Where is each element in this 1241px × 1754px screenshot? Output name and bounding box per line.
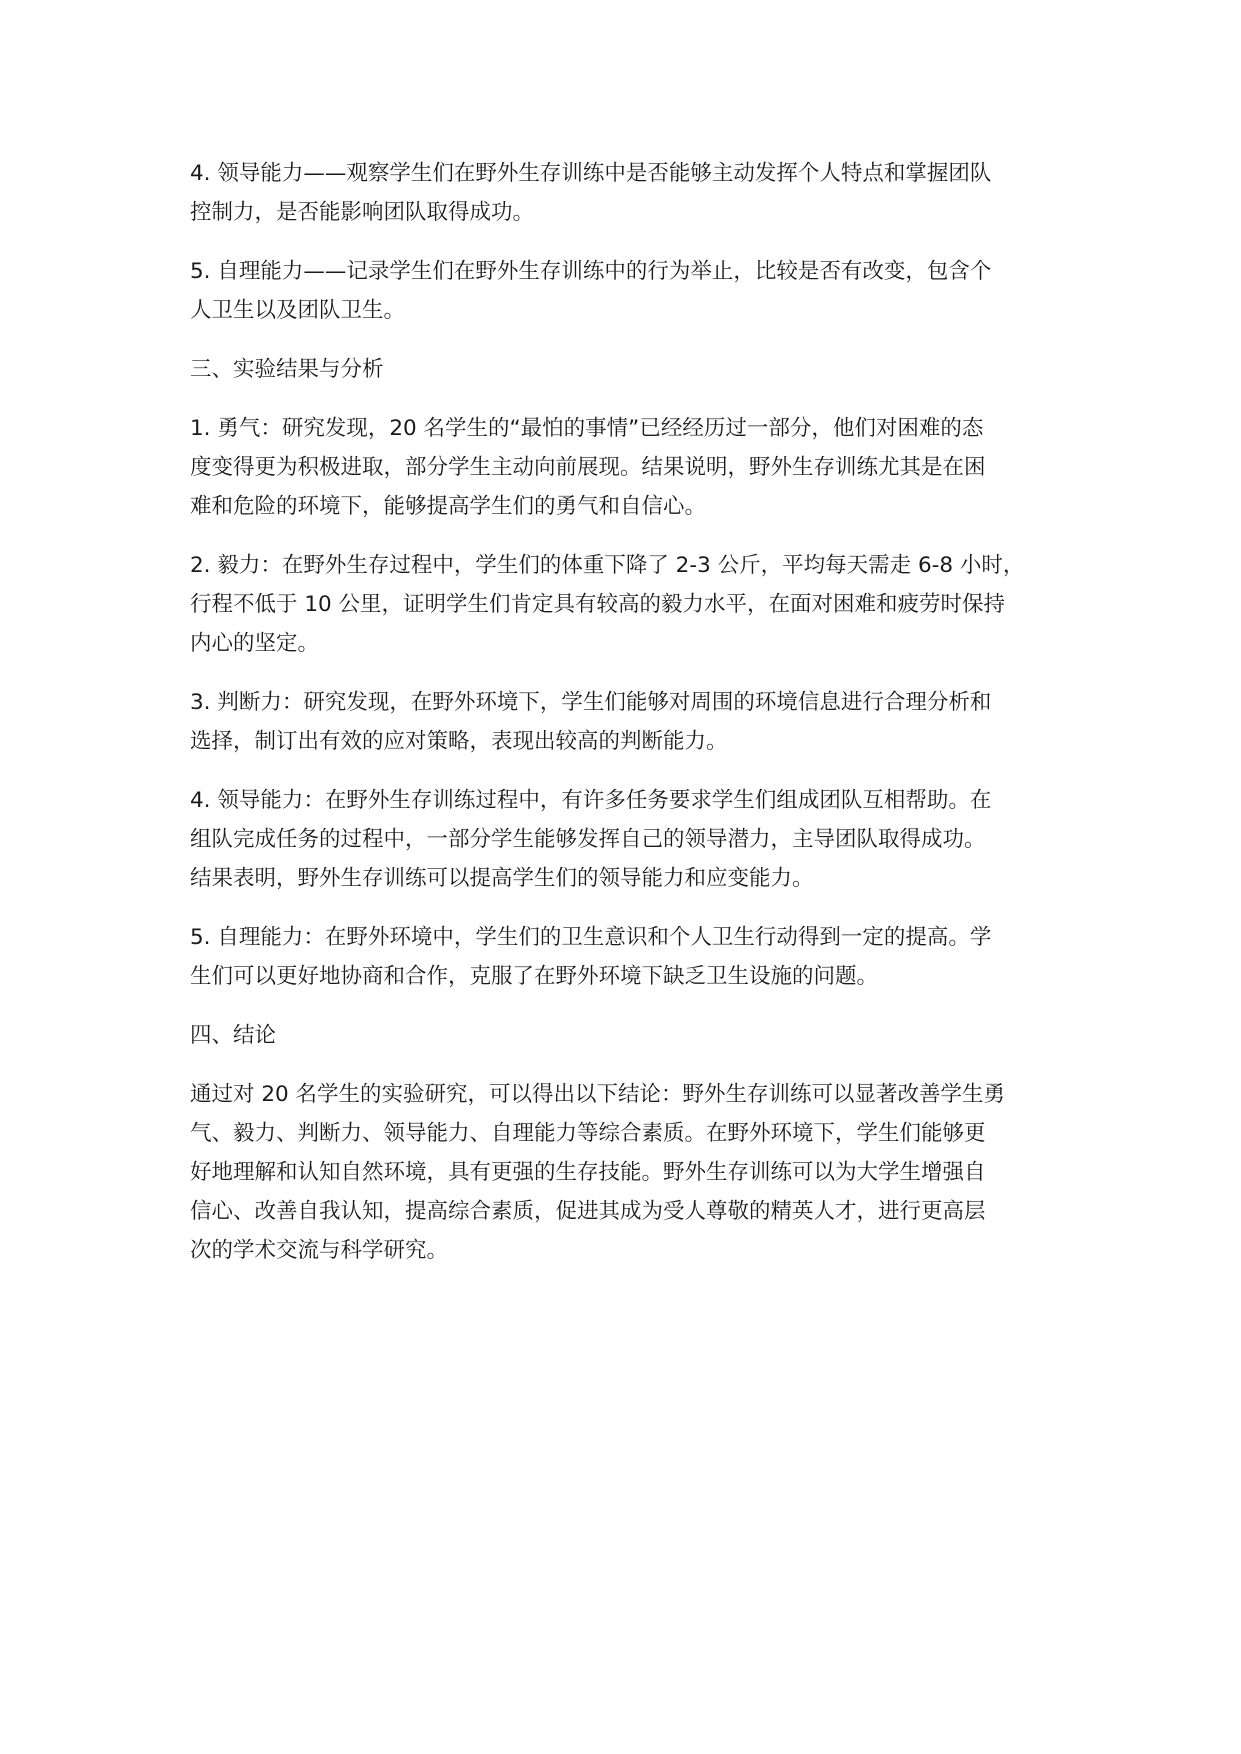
section-heading-text: 四、结论 [190, 1023, 277, 1048]
text-line: 行程不低于 10 公里，证明学生们肯定具有较高的毅力水平，在面对困难和疲劳时保持 [190, 592, 1006, 617]
text-line: 5. 自理能力：在野外环境中，学生们的卫生意识和个人卫生行动得到一定的提高。学 [190, 925, 992, 950]
text-line: 通过对 20 名学生的实验研究，可以得出以下结论：野外生存训练可以显著改善学生勇 [190, 1082, 1006, 1107]
text-line: 度变得更为积极进取，部分学生主动向前展现。结果说明，野外生存训练尤其是在困 [190, 455, 986, 480]
text-line: 次的学术交流与科学研究。 [190, 1238, 449, 1263]
paragraph-result-perseverance [190, 546, 1090, 663]
text-line: 生们可以更好地协商和合作，克服了在野外环境下缺乏卫生设施的问题。 [190, 964, 879, 989]
paragraph-result-self-care [190, 918, 1090, 996]
section-heading-text: 三、实验结果与分析 [190, 357, 384, 382]
section-heading-results [190, 350, 1090, 389]
section-heading-conclusion [190, 1016, 1090, 1055]
text-line: 5. 自理能力——记录学生们在野外生存训练中的行为举止，比较是否有改变，包含个 [190, 259, 992, 284]
paragraph-result-judgment [190, 683, 1090, 761]
text-line: 1. 勇气：研究发现，20 名学生的“最怕的事情”已经经历过一部分，他们对困难的态 [190, 416, 984, 441]
paragraph-conclusion [190, 1075, 1090, 1270]
paragraph-result-courage [190, 409, 1090, 526]
text-line: 2. 毅力：在野外生存过程中，学生们的体重下降了 2-3 公斤，平均每天需走 6-8 小时， [190, 553, 1025, 578]
text-line: 控制力，是否能影响团队取得成功。 [190, 200, 535, 225]
text-line: 信心、改善自我认知，提高综合素质，促进其成为受人尊敬的精英人才，进行更高层 [190, 1199, 986, 1224]
text-line: 好地理解和认知自然环境，具有更强的生存技能。野外生存训练可以为大学生增强自 [190, 1160, 986, 1185]
text-line: 难和危险的环境下，能够提高学生们的勇气和自信心。 [190, 494, 707, 519]
text-line: 选择，制订出有效的应对策略，表现出较高的判断能力。 [190, 729, 728, 754]
paragraph-result-leadership [190, 781, 1090, 898]
text-line: 人卫生以及团队卫生。 [190, 298, 406, 323]
text-line: 结果表明，野外生存训练可以提高学生们的领导能力和应变能力。 [190, 866, 814, 891]
text-line: 组队完成任务的过程中，一部分学生能够发挥自己的领导潜力，主导团队取得成功。 [190, 827, 986, 852]
text-line: 3. 判断力：研究发现，在野外环境下，学生们能够对周围的环境信息进行合理分析和 [190, 690, 992, 715]
text-line: 4. 领导能力：在野外生存训练过程中，有许多任务要求学生们组成团队互相帮助。在 [190, 788, 992, 813]
text-line: 气、毅力、判断力、领导能力、自理能力等综合素质。在野外环境下，学生们能够更 [190, 1121, 986, 1146]
text-line: 内心的坚定。 [190, 631, 320, 656]
paragraph-method-self-care [190, 252, 1090, 330]
document-body [190, 154, 1090, 1270]
paragraph-method-leadership [190, 154, 1090, 232]
text-line: 4. 领导能力——观察学生们在野外生存训练中是否能够主动发挥个人特点和掌握团队 [190, 161, 992, 186]
